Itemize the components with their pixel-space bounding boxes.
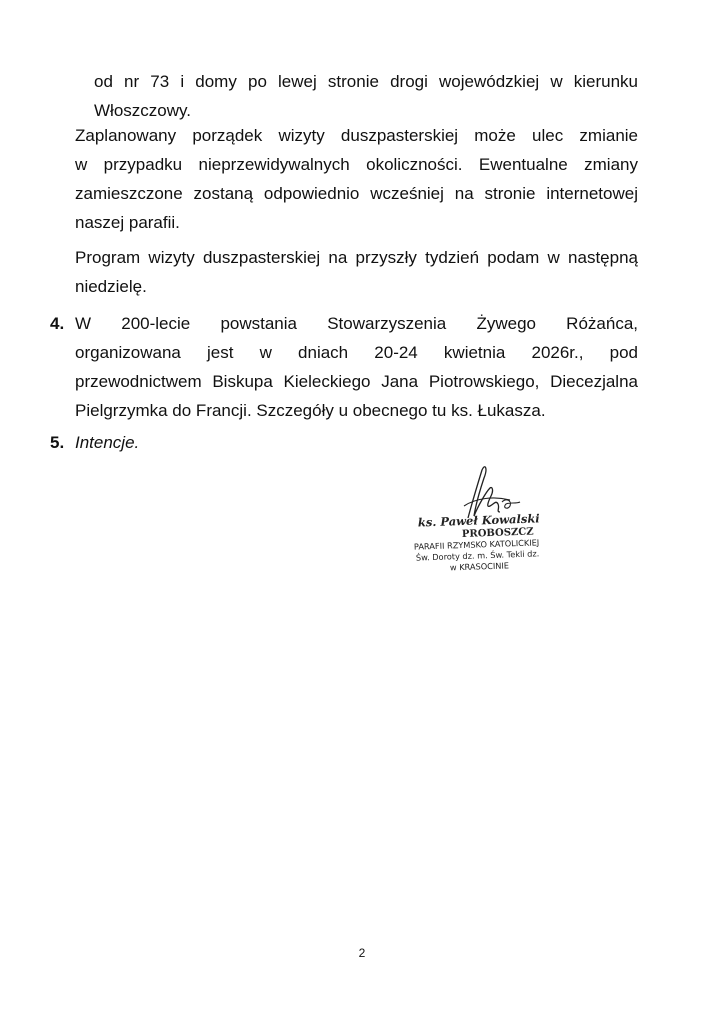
item-text <box>75 309 638 425</box>
signature-stroke <box>468 467 500 518</box>
text-line: zamieszczone zostaną odpowiednio wcześniej na stronie internetowej <box>75 184 638 203</box>
text-line: organizowana jest w dniach 20-24 kwietnia 2026r., pod <box>75 343 638 362</box>
stamp-patrons-line: Św. Doroty dz. m. Św. Tekli dz. <box>415 548 540 563</box>
text-line: od nr 73 i domy po lewej stronie drogi wojewódzkiej w kierunku <box>94 72 638 91</box>
text-line: Pielgrzymka do Francji. Szczegóły u obecnego tu ks. Łukasza. <box>75 401 546 420</box>
text-line: Intencje. <box>75 433 140 452</box>
item-number: 4. <box>50 314 65 333</box>
next-week-program-notice <box>75 243 638 301</box>
stamp-name: ks. Paweł Kowalski <box>417 511 540 530</box>
stamp-and-signature <box>406 458 576 588</box>
visit-schedule-continuation <box>94 67 638 125</box>
text-line: niedzielę. <box>75 277 147 296</box>
text-line: Zaplanowany porządek wizyty duszpasterskiej może ulec zmianie <box>75 126 638 145</box>
text-line: naszej parafii. <box>75 213 180 232</box>
item-number: 5. <box>50 433 65 452</box>
stamp-title: PROBOSZCZ <box>461 526 534 541</box>
schedule-change-notice <box>75 121 638 237</box>
signature-stroke <box>464 498 510 506</box>
page-number: 2 <box>358 946 366 960</box>
stamp-location-line: w KRASOCINIE <box>449 560 510 573</box>
stamp-parish-line: PARAFII RZYMSKO KATOLICKIEJ <box>413 537 540 552</box>
parish-priest-stamp <box>406 458 576 588</box>
signature-stroke <box>502 500 520 508</box>
text-line: W 200-lecie powstania Stowarzyszenia Żywego Różańca, <box>75 314 638 333</box>
item-text <box>75 428 638 457</box>
text-line: przewodnictwem Biskupa Kieleckiego Jana Piotrowskiego, Diecezjalna <box>75 372 638 391</box>
text-line: w przypadku nieprzewidywalnych okoliczności. Ewentualne zmiany <box>75 155 638 174</box>
text-line: Program wizyty duszpasterskiej na przyszły tydzień podam w następną <box>75 248 638 267</box>
text-line: Włoszczowy. <box>94 101 191 120</box>
